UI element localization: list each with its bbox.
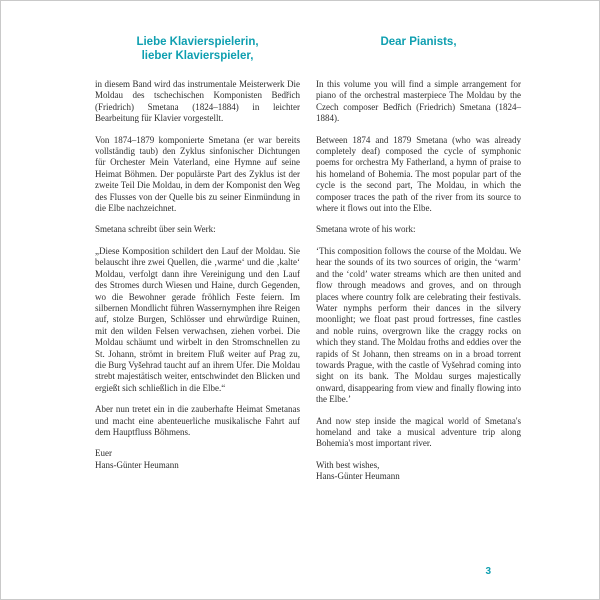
english-closing: With best wishes, xyxy=(316,459,380,470)
english-paragraph-lead-in: Smetana wrote of his work: xyxy=(316,224,416,235)
english-paragraph-intro: In this volume you will find a simple arrangement for piano of the orchestral masterpiece The Moldau by the Czech composer Bedřich (Friedrich) Smetana (1824–1884). xyxy=(316,79,521,124)
english-column xyxy=(316,35,521,483)
german-paragraph-quote: „Diese Komposition schildert den Lauf der Moldau. Sie belauscht ihre zwei Quellen, die ‚warme‘ und die ‚kalte‘ Moldau, verfolgt dann ihre Vereinigung und den Lauf des Stromes durch Wiesen und Haine, durch Gegenden, wo die Bewohner gerade fröhlich Feste feiern. Im silbernen Mondlicht führen Wassernymphen ihre Reigen auf, stolze Burgen, Schlösser und ehrwürdige Ruinen, mit den wilden Felsen verwachsen, ziehen vorbei. Die Moldau schäumt und wirbelt in den Stromschnellen zu St. Johann, strömt in breitem Fluß weiter auf Prag zu, die Burg Vyšehrad taucht auf an ihrem Ufer. Die Moldau strebt majestätisch weiter, entschwindet den Blicken und ergießt sich schließlich in die Elbe.“ xyxy=(95,245,300,393)
german-closing: Euer xyxy=(95,448,112,459)
english-signature: Hans-Günter Heumann xyxy=(316,471,400,482)
english-paragraph-invitation: And now step inside the magical world of Smetana's homeland and take a musical adventure trip along Bohemia's most important river. xyxy=(316,415,521,449)
english-heading-line-1: Dear Pianists, xyxy=(380,36,457,48)
german-paragraph-lead-in: Smetana schreibt über sein Werk: xyxy=(95,224,216,235)
german-heading-line-2: lieber Klavierspieler, xyxy=(141,50,254,62)
english-signature-block xyxy=(316,460,521,483)
page-number: 3 xyxy=(485,566,491,577)
english-paragraph-quote: ‘This composition follows the course of the Moldau. We hear the sounds of its two sources of origin, the ‘warm’ and the ‘cold’ water streams which are then united and flow through meadows and groves, and on through places where country folk are celebrating their festivals. Water nymphs perform their dances in the silvery moonlight; we float past proud fortresses, fine castles and noble ruins, overgrown like the craggy rocks on which they stand. The Moldau froths and eddies over the rapids of St Johann, then streams on in a broad torrent towards Prague, with the castle of Vyšehrad coming into sight on its bank. The Moldau surges majestically onward, disappearing from view and finally flowing into the Elbe.’ xyxy=(316,245,521,405)
german-paragraph-intro: in diesem Band wird das instrumentale Meisterwerk Die Moldau des tschechischen Komponisten Bedřich (Friedrich) Smetana (1824–1884) in leichter Bearbeitung für Klavier vorgestellt. xyxy=(95,79,300,124)
german-signature: Hans-Günter Heumann xyxy=(95,459,179,470)
german-paragraph-invitation: Aber nun tretet ein in die zauberhafte Heimat Smetanas und macht eine abenteuerliche musikalische Fahrt auf dem Hauptfluss Böhmens. xyxy=(95,404,300,437)
english-heading xyxy=(316,35,521,65)
german-signature-block xyxy=(95,448,300,471)
german-heading xyxy=(95,35,300,65)
german-paragraph-history: Von 1874–1879 komponierte Smetana (er war bereits vollständig taub) den Zyklus sinfonischer Dichtungen für Orchester Mein Vaterland, eine Hymne auf seine Heimat Böhmen. Der populärste Part des Zyklus ist der zweite Teil Die Moldau, in dem der Komponist den Weg des Flusses von der Quelle bis zu seiner Einmündung in die Elbe nachzeichnet. xyxy=(95,134,300,214)
german-column xyxy=(95,35,300,483)
two-column-layout xyxy=(95,35,521,483)
english-paragraph-history: Between 1874 and 1879 Smetana (who was already completely deaf) composed the cycle of symphonic poems for orchestra My Fatherland, a hymn of praise to his homeland of Bohemia. The most popular part of the cycle is the second part, The Moldau, in which the composer traces the path of the river from its source to where it flows out into the Elbe. xyxy=(316,134,521,214)
german-heading-line-1: Liebe Klavierspielerin, xyxy=(136,36,259,48)
